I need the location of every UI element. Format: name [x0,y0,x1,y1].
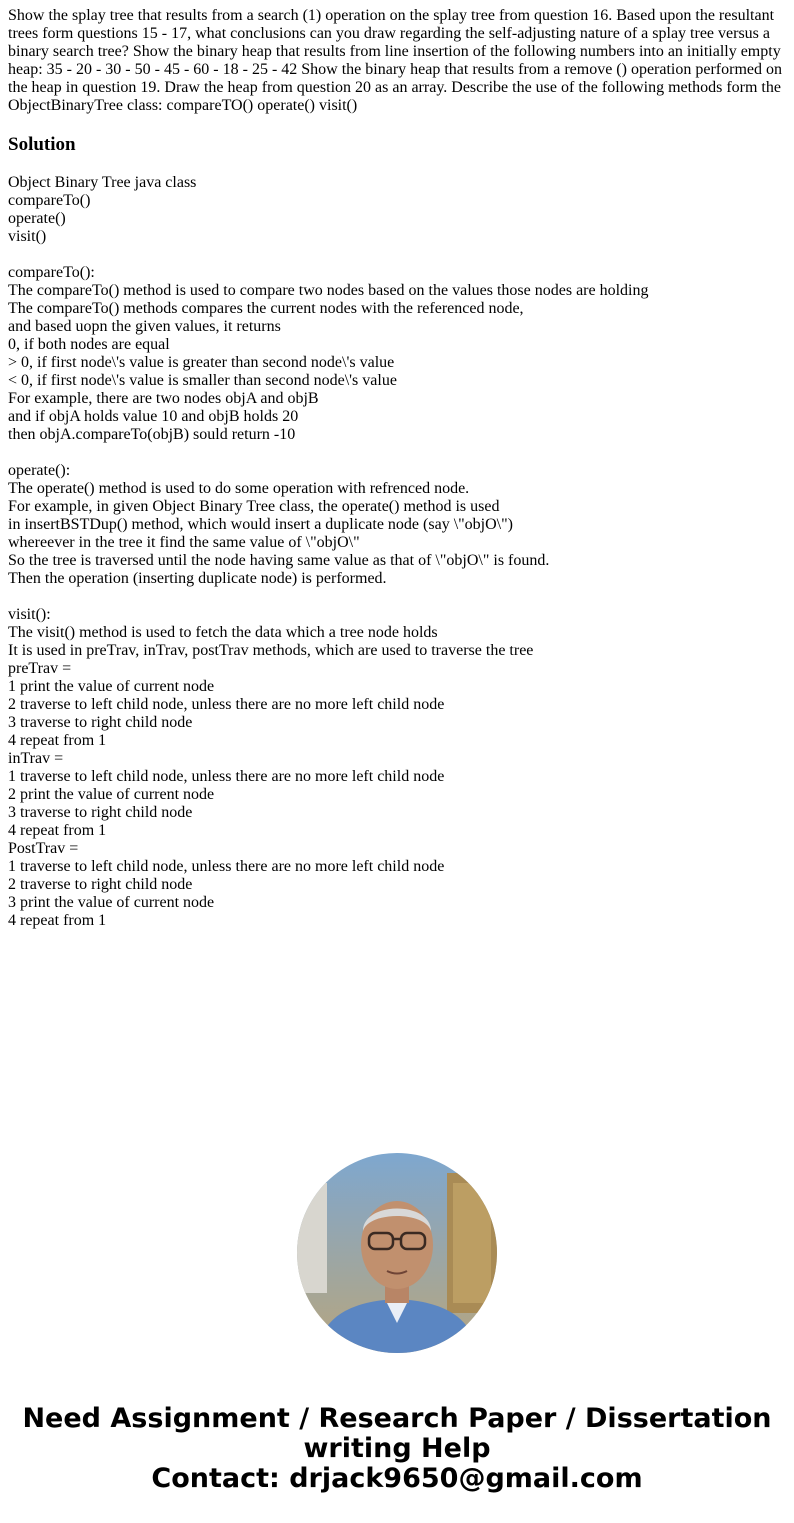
answer-line: > 0, if first node\'s value is greater than second node\'s value [8,354,395,371]
author-portrait-icon [297,1153,497,1353]
author-avatar [297,1153,497,1353]
footer-line-1: Need Assignment / Research Paper / Dissertation [22,1403,772,1434]
answer-line: PostTrav = [8,840,79,857]
answer-line: Object Binary Tree java class [8,174,197,191]
answer-line: For example, in given Object Binary Tree class, the operate() method is used [8,498,500,515]
answer-line: visit() [8,228,47,245]
answer-line: 1 traverse to left child node, unless there are no more left child node [8,768,445,785]
answer-body [8,174,786,930]
answer-line: 3 traverse to right child node [8,714,193,731]
answer-line: 0, if both nodes are equal [8,336,170,353]
answer-line: then objA.compareTo(objB) sould return -10 [8,426,296,443]
answer-line: whereever in the tree it find the same value of \"objO\" [8,534,360,551]
answer-line: 2 print the value of current node [8,786,215,803]
answer-line: Then the operation (inserting duplicate node) is performed. [8,570,387,587]
document-page [8,7,786,930]
answer-line: 2 traverse to right child node [8,876,193,893]
answer-line: It is used in preTrav, inTrav, postTrav methods, which are used to traverse the tree [8,642,534,659]
answer-line: operate() [8,210,66,227]
answer-line: 3 print the value of current node [8,894,215,911]
solution-heading: Solution [8,134,76,155]
answer-line: compareTo() [8,192,91,209]
contact-footer [0,1404,794,1494]
answer-line: and based uopn the given values, it returns [8,318,281,335]
answer-line: The visit() method is used to fetch the data which a tree node holds [8,624,438,641]
answer-line: operate(): [8,462,71,479]
answer-line: 1 traverse to left child node, unless there are no more left child node [8,858,445,875]
answer-line: 4 repeat from 1 [8,732,107,749]
answer-line: 4 repeat from 1 [8,822,107,839]
answer-line: The operate() method is used to do some operation with refrenced node. [8,480,470,497]
answer-line: 2 traverse to left child node, unless there are no more left child node [8,696,445,713]
footer-line-2: writing Help [303,1433,491,1464]
blank-line [8,588,786,606]
answer-line: compareTo(): [8,264,95,281]
answer-line: 1 print the value of current node [8,678,215,695]
answer-line: The compareTo() methods compares the current nodes with the referenced node, [8,300,524,317]
answer-line: So the tree is traversed until the node having same value as that of \"objO\" is found. [8,552,550,569]
answer-line: < 0, if first node\'s value is smaller than second node\'s value [8,372,397,389]
blank-line [8,246,786,264]
answer-line: The compareTo() method is used to compare two nodes based on the values those nodes are holding [8,282,649,299]
answer-line: 3 traverse to right child node [8,804,193,821]
blank-line [8,444,786,462]
answer-line: in insertBSTDup() method, which would insert a duplicate node (say \"objO\") [8,516,513,533]
answer-line: visit(): [8,606,51,623]
answer-line: preTrav = [8,660,72,677]
footer-contact-line: Contact: drjack9650@gmail.com [151,1463,643,1494]
answer-line: 4 repeat from 1 [8,912,107,929]
answer-line: inTrav = [8,750,64,767]
answer-line: and if objA holds value 10 and objB holds 20 [8,408,299,425]
question-text: Show the splay tree that results from a search (1) operation on the splay tree from question 16. Based upon the resultant trees form questions 15 - 17, what conclusions can you draw regarding the self-adjusting nature of a splay tree versus a binary search tree? Show the binary heap that results from line insertion of the following numbers into an initially empty heap: 35 - 20 - 30 - 50 - 45 - 60 - 18 - 25 - 42 Show the binary heap that results from a remove () operation performed on the heap in question 19. Draw the heap from question 20 as an array. Describe the use of the following methods form the ObjectBinaryTree class: compareTO() operate() visit() [8,7,783,114]
answer-line: For example, there are two nodes objA and objB [8,390,319,407]
